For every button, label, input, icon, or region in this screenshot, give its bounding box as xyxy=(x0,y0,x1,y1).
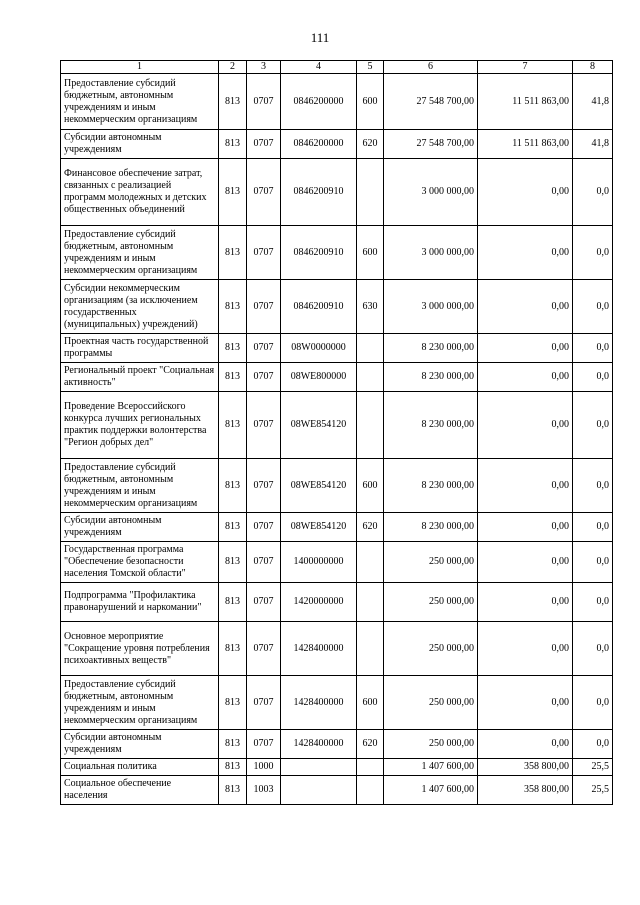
row-section-cell: 0707 xyxy=(247,583,281,622)
row-section-cell: 0707 xyxy=(247,730,281,759)
row-plan-cell: 8 230 000,00 xyxy=(384,363,478,392)
col-header-8: 8 xyxy=(573,61,613,74)
row-actual-cell: 11 511 863,00 xyxy=(478,74,573,130)
row-code-cell: 813 xyxy=(219,280,247,334)
row-type-cell xyxy=(357,363,384,392)
row-plan-cell: 3 000 000,00 xyxy=(384,159,478,226)
table-row xyxy=(61,583,613,622)
row-type-cell: 600 xyxy=(357,676,384,730)
col-header-7: 7 xyxy=(478,61,573,74)
row-target-cell: 0846200000 xyxy=(281,130,357,159)
row-actual-cell: 11 511 863,00 xyxy=(478,130,573,159)
row-section-cell: 0707 xyxy=(247,513,281,542)
row-name-cell: Подпрограмма "Профилактика правонарушений и наркомании" xyxy=(61,583,219,622)
row-percent-cell: 25,5 xyxy=(573,776,613,805)
row-actual-cell: 0,00 xyxy=(478,392,573,459)
page-number: 111 xyxy=(310,30,330,45)
table-row xyxy=(61,676,613,730)
row-name-cell: Субсидии автономным учреждениям xyxy=(61,130,219,159)
row-plan-cell: 8 230 000,00 xyxy=(384,334,478,363)
row-type-cell: 620 xyxy=(357,513,384,542)
row-code-cell: 813 xyxy=(219,730,247,759)
row-section-cell: 0707 xyxy=(247,130,281,159)
row-plan-cell: 3 000 000,00 xyxy=(384,280,478,334)
table-row xyxy=(61,226,613,280)
row-percent-cell: 0,0 xyxy=(573,513,613,542)
row-actual-cell: 0,00 xyxy=(478,159,573,226)
row-actual-cell: 0,00 xyxy=(478,676,573,730)
row-type-cell: 600 xyxy=(357,74,384,130)
row-section-cell: 0707 xyxy=(247,542,281,583)
row-target-cell: 1420000000 xyxy=(281,583,357,622)
row-target-cell: 1428400000 xyxy=(281,676,357,730)
row-name-cell: Региональный проект "Социальная активность" xyxy=(61,363,219,392)
col-header-6: 6 xyxy=(384,61,478,74)
row-percent-cell: 41,8 xyxy=(573,74,613,130)
row-code-cell: 813 xyxy=(219,159,247,226)
row-target-cell: 1428400000 xyxy=(281,622,357,676)
row-section-cell: 1000 xyxy=(247,759,281,776)
row-code-cell: 813 xyxy=(219,622,247,676)
row-section-cell: 0707 xyxy=(247,280,281,334)
row-plan-cell: 3 000 000,00 xyxy=(384,226,478,280)
row-plan-cell: 250 000,00 xyxy=(384,542,478,583)
row-percent-cell: 0,0 xyxy=(573,676,613,730)
row-target-cell: 08W0000000 xyxy=(281,334,357,363)
col-header-1: 1 xyxy=(61,61,219,74)
row-code-cell: 813 xyxy=(219,130,247,159)
row-name-cell: Социальное обеспечение населения xyxy=(61,776,219,805)
row-code-cell: 813 xyxy=(219,676,247,730)
row-type-cell xyxy=(357,542,384,583)
row-target-cell: 0846200910 xyxy=(281,280,357,334)
row-section-cell: 0707 xyxy=(247,622,281,676)
table-row xyxy=(61,159,613,226)
row-type-cell xyxy=(357,159,384,226)
row-section-cell: 0707 xyxy=(247,334,281,363)
row-code-cell: 813 xyxy=(219,334,247,363)
table-row xyxy=(61,392,613,459)
row-name-cell: Предоставление субсидий бюджетным, автономным учреждениям и иным некоммерческим организациям xyxy=(61,226,219,280)
row-type-cell xyxy=(357,583,384,622)
row-plan-cell: 1 407 600,00 xyxy=(384,776,478,805)
row-type-cell: 630 xyxy=(357,280,384,334)
row-name-cell: Субсидии автономным учреждениям xyxy=(61,513,219,542)
row-target-cell xyxy=(281,759,357,776)
table-row xyxy=(61,730,613,759)
row-target-cell: 0846200910 xyxy=(281,159,357,226)
budget-table xyxy=(60,60,613,805)
row-code-cell: 813 xyxy=(219,542,247,583)
table-row xyxy=(61,759,613,776)
row-type-cell xyxy=(357,334,384,363)
row-plan-cell: 27 548 700,00 xyxy=(384,130,478,159)
row-name-cell: Проектная часть государственной программы xyxy=(61,334,219,363)
row-actual-cell: 0,00 xyxy=(478,459,573,513)
table-row xyxy=(61,363,613,392)
row-actual-cell: 358 800,00 xyxy=(478,776,573,805)
table-row xyxy=(61,130,613,159)
row-section-cell: 0707 xyxy=(247,676,281,730)
row-name-cell: Проведение Всероссийского конкурса лучших региональных практик поддержки волонтерства "Регион добрых дел" xyxy=(61,392,219,459)
row-plan-cell: 8 230 000,00 xyxy=(384,459,478,513)
col-header-5: 5 xyxy=(357,61,384,74)
row-type-cell: 620 xyxy=(357,130,384,159)
row-percent-cell: 0,0 xyxy=(573,159,613,226)
row-code-cell: 813 xyxy=(219,583,247,622)
row-percent-cell: 41,8 xyxy=(573,130,613,159)
row-section-cell: 0707 xyxy=(247,459,281,513)
table-row xyxy=(61,74,613,130)
table-row xyxy=(61,459,613,513)
row-actual-cell: 0,00 xyxy=(478,334,573,363)
row-target-cell: 08WE854120 xyxy=(281,392,357,459)
row-percent-cell: 0,0 xyxy=(573,363,613,392)
table-row xyxy=(61,776,613,805)
row-target-cell: 0846200000 xyxy=(281,74,357,130)
row-plan-cell: 27 548 700,00 xyxy=(384,74,478,130)
row-target-cell: 08WE854120 xyxy=(281,459,357,513)
col-header-3: 3 xyxy=(247,61,281,74)
row-actual-cell: 0,00 xyxy=(478,226,573,280)
row-type-cell: 620 xyxy=(357,730,384,759)
row-actual-cell: 0,00 xyxy=(478,513,573,542)
row-actual-cell: 0,00 xyxy=(478,363,573,392)
row-section-cell: 1003 xyxy=(247,776,281,805)
row-percent-cell: 0,0 xyxy=(573,226,613,280)
row-code-cell: 813 xyxy=(219,74,247,130)
row-code-cell: 813 xyxy=(219,226,247,280)
row-target-cell: 1428400000 xyxy=(281,730,357,759)
row-section-cell: 0707 xyxy=(247,226,281,280)
row-actual-cell: 358 800,00 xyxy=(478,759,573,776)
row-percent-cell: 25,5 xyxy=(573,759,613,776)
row-plan-cell: 250 000,00 xyxy=(384,583,478,622)
row-target-cell: 08WE800000 xyxy=(281,363,357,392)
header-row xyxy=(61,61,613,74)
table-row xyxy=(61,334,613,363)
row-name-cell: Основное мероприятие "Сокращение уровня потребления психоактивных веществ" xyxy=(61,622,219,676)
row-plan-cell: 1 407 600,00 xyxy=(384,759,478,776)
row-name-cell: Предоставление субсидий бюджетным, автономным учреждениям и иным некоммерческим организациям xyxy=(61,74,219,130)
row-type-cell xyxy=(357,622,384,676)
row-section-cell: 0707 xyxy=(247,392,281,459)
row-name-cell: Государственная программа "Обеспечение безопасности населения Томской области" xyxy=(61,542,219,583)
table-row xyxy=(61,513,613,542)
row-name-cell: Предоставление субсидий бюджетным, автономным учреждениям и иным некоммерческим организациям xyxy=(61,676,219,730)
row-actual-cell: 0,00 xyxy=(478,622,573,676)
row-percent-cell: 0,0 xyxy=(573,280,613,334)
row-type-cell xyxy=(357,776,384,805)
row-section-cell: 0707 xyxy=(247,159,281,226)
row-plan-cell: 8 230 000,00 xyxy=(384,392,478,459)
row-type-cell: 600 xyxy=(357,459,384,513)
table-row xyxy=(61,622,613,676)
row-target-cell: 0846200910 xyxy=(281,226,357,280)
row-type-cell xyxy=(357,759,384,776)
row-name-cell: Субсидии автономным учреждениям xyxy=(61,730,219,759)
row-type-cell: 600 xyxy=(357,226,384,280)
table-row xyxy=(61,542,613,583)
row-percent-cell: 0,0 xyxy=(573,730,613,759)
row-code-cell: 813 xyxy=(219,392,247,459)
row-type-cell xyxy=(357,392,384,459)
row-actual-cell: 0,00 xyxy=(478,583,573,622)
table-row xyxy=(61,280,613,334)
row-percent-cell: 0,0 xyxy=(573,622,613,676)
row-percent-cell: 0,0 xyxy=(573,583,613,622)
col-header-2: 2 xyxy=(219,61,247,74)
row-name-cell: Субсидии некоммерческим организациям (за исключением государственных (муниципальных) учреждений) xyxy=(61,280,219,334)
row-name-cell: Социальная политика xyxy=(61,759,219,776)
row-plan-cell: 8 230 000,00 xyxy=(384,513,478,542)
row-actual-cell: 0,00 xyxy=(478,280,573,334)
row-code-cell: 813 xyxy=(219,513,247,542)
row-section-cell: 0707 xyxy=(247,74,281,130)
row-target-cell xyxy=(281,776,357,805)
row-percent-cell: 0,0 xyxy=(573,334,613,363)
row-percent-cell: 0,0 xyxy=(573,392,613,459)
row-target-cell: 08WE854120 xyxy=(281,513,357,542)
row-actual-cell: 0,00 xyxy=(478,730,573,759)
col-header-4: 4 xyxy=(281,61,357,74)
row-code-cell: 813 xyxy=(219,759,247,776)
row-target-cell: 1400000000 xyxy=(281,542,357,583)
row-plan-cell: 250 000,00 xyxy=(384,676,478,730)
row-name-cell: Предоставление субсидий бюджетным, автономным учреждениям и иным некоммерческим организациям xyxy=(61,459,219,513)
row-actual-cell: 0,00 xyxy=(478,542,573,583)
row-percent-cell: 0,0 xyxy=(573,459,613,513)
row-percent-cell: 0,0 xyxy=(573,542,613,583)
row-plan-cell: 250 000,00 xyxy=(384,622,478,676)
row-section-cell: 0707 xyxy=(247,363,281,392)
row-plan-cell: 250 000,00 xyxy=(384,730,478,759)
row-code-cell: 813 xyxy=(219,459,247,513)
row-name-cell: Финансовое обеспечение затрат, связанных с реализацией программ молодежных и детских общественных объединений xyxy=(61,159,219,226)
row-code-cell: 813 xyxy=(219,363,247,392)
row-code-cell: 813 xyxy=(219,776,247,805)
